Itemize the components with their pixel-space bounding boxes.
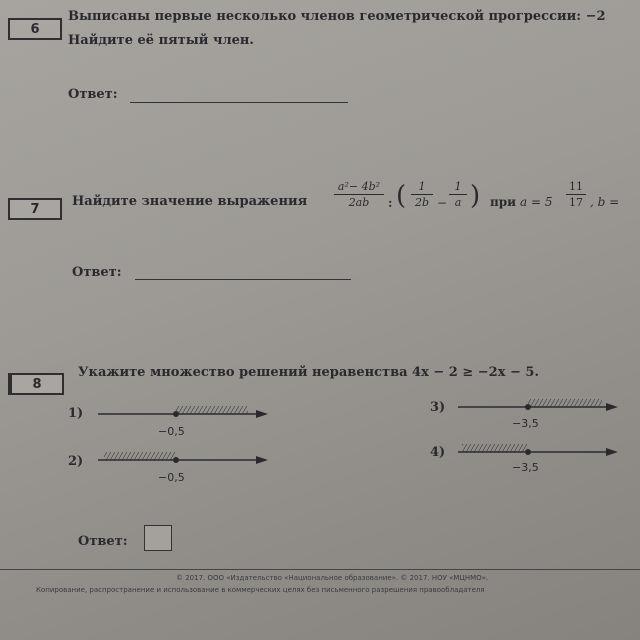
task-7-pri: при [490,195,517,209]
footer-copyright: © 2017. ООО «Издательство «Национальное образование». © 2017. НОУ «МЦНМО». [176,574,489,582]
task-7-close-paren: ) [470,181,481,211]
task-7-colon: : [388,196,393,210]
option-4-label: 4) [430,445,446,460]
axis-arrow [606,403,618,411]
shaded-region [104,452,176,460]
task-7-minus: − [437,196,448,210]
fraction-bar [566,194,586,195]
task-8-answer-box[interactable] [144,525,172,551]
fraction-bar [449,194,467,195]
task-7-fraction-2 [411,180,433,209]
point-marker [525,449,531,455]
task-7-number: 7 [8,198,62,220]
task-7-a-value: a = 5 [520,195,553,209]
mixed-fraction-denominator: 17 [569,196,583,209]
fraction-1-numerator: a²− 4b² [337,180,381,193]
fraction-3-denominator: a [454,196,462,209]
mixed-fraction-numerator: 11 [569,180,583,193]
point-marker [525,404,531,410]
task-8-answer-label: Ответ: [78,534,128,549]
option-2-label: 2) [68,454,84,469]
task-7-fraction-1 [334,180,384,209]
task-6-text-line2: Найдите её пятый член. [68,33,254,48]
task-6-text-line1: Выписаны первые несколько членов геометрической прогрессии: −2 [68,9,606,24]
task-7-prompt: Найдите значение выражения [72,194,308,209]
point-marker [173,457,179,463]
axis-arrow [606,448,618,456]
fraction-bar [411,194,433,195]
fraction-2-denominator: 2b [414,196,430,209]
fraction-bar [334,194,384,195]
fraction-2-numerator: 1 [418,180,426,193]
option-2-value: −0,5 [158,471,185,484]
axis-arrow [256,456,268,464]
task-8-number: 8 [8,373,64,395]
shaded-region [462,444,528,452]
option-3-value: −3,5 [512,417,539,430]
option-1-label: 1) [68,406,84,421]
shaded-region [528,399,602,407]
shaded-region [176,406,248,414]
task-7-b-value: , b = [590,195,620,209]
task-6-answer-line[interactable] [130,102,348,103]
task-8-prompt: Укажите множество решений неравенства 4x − 2 ≥ −2x − 5. [78,365,539,380]
task-6-answer-label: Ответ: [68,87,118,102]
task-7-fraction-3 [449,180,467,209]
fraction-3-numerator: 1 [454,180,462,193]
option-2-number-line[interactable] [98,446,268,472]
fraction-1-denominator: 2ab [348,196,370,209]
task-6-number: 6 [8,18,62,40]
option-4-value: −3,5 [512,461,539,474]
task-7-answer-label: Ответ: [72,265,122,280]
option-3-number-line[interactable] [458,393,618,419]
task-7-mixed-fraction [566,180,586,209]
axis-arrow [256,410,268,418]
footer-copy-notice: Копирование, распространение и использование в коммерческих целях без письменного разрешения правообладателя [36,586,485,594]
point-marker [173,411,179,417]
task-7-open-paren: ( [396,181,407,211]
option-3-label: 3) [430,400,446,415]
option-1-value: −0,5 [158,425,185,438]
option-1-number-line[interactable] [98,400,268,426]
footer-divider [0,569,640,570]
task-7-answer-line[interactable] [135,279,351,280]
